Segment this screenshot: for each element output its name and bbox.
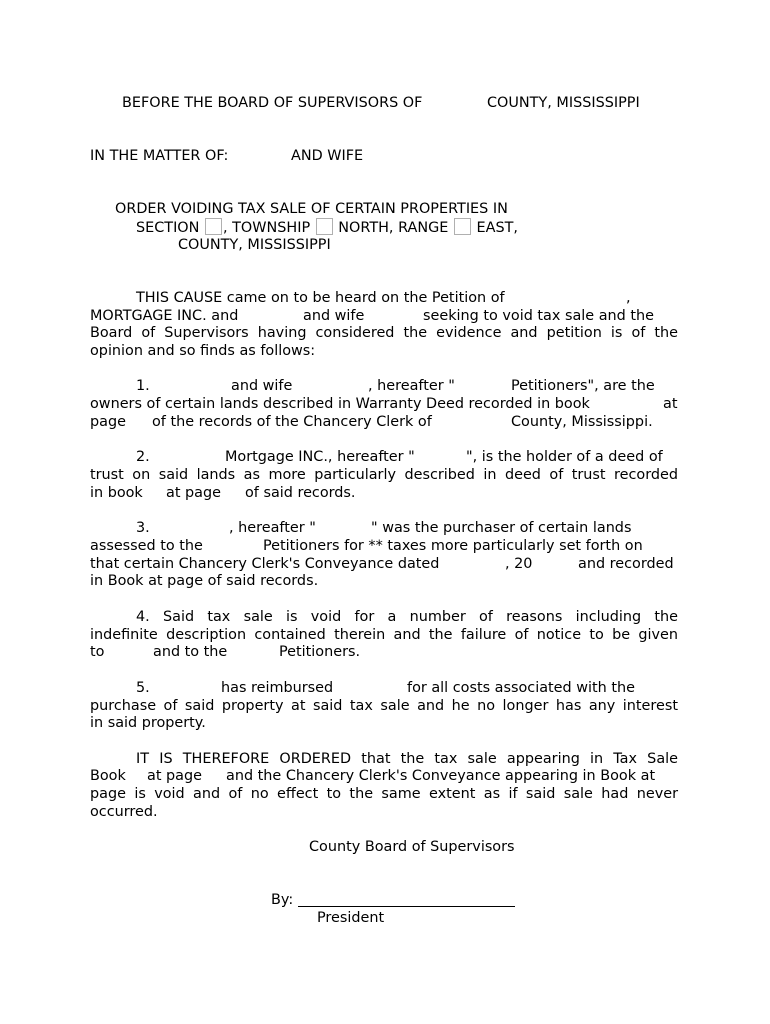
p2-number: 2. — [136, 449, 150, 465]
p4-line3-b: and to the — [153, 644, 228, 660]
p2-line3-b: at page — [166, 485, 221, 501]
p2-line2: trust on said lands as more particularly described in deed of trust recorded — [90, 467, 678, 483]
ordered-line4: occurred. — [90, 804, 158, 820]
p1-line2-a: owners of certain lands described in Warranty Deed recorded in book — [90, 396, 590, 412]
p1-and-wife: and wife — [231, 378, 293, 394]
p2-holder: ", is the holder of a deed of — [466, 449, 663, 465]
ordered-line2-b: at page — [147, 768, 202, 784]
p4-line2: indefinite description contained therein and the failure of notice to be given — [90, 627, 678, 643]
board-title-right: COUNTY, MISSISSIPPI — [487, 95, 640, 111]
p1-petitioners: Petitioners", are the — [511, 378, 655, 394]
north-range-label: NORTH, RANGE — [338, 220, 449, 236]
ordered-line1: IT IS THEREFORE ORDERED that the tax sale appearing in Tax Sale — [136, 751, 678, 767]
p3-line2-a: assessed to the — [90, 538, 203, 554]
p5-reimbursed: has reimbursed — [221, 680, 334, 696]
order-title-line2 — [136, 218, 518, 237]
p3-line4: in Book at page of said records. — [90, 573, 319, 589]
intro-line3: Board of Supervisors having considered the evidence and petition is of the — [90, 325, 678, 341]
p3-hereafter: , hereafter " — [229, 520, 316, 536]
intro-line1: THIS CAUSE came on to be heard on the Petition of — [136, 290, 505, 306]
intro-line2-b: and wife — [303, 308, 365, 324]
p3-purchaser: " was the purchaser of certain lands — [371, 520, 632, 536]
section-field[interactable] — [205, 218, 222, 235]
board-title-left: BEFORE THE BOARD OF SUPERVISORS OF — [122, 95, 423, 111]
p4-line1: 4. Said tax sale is void for a number of reasons including the — [136, 609, 678, 625]
president-label: President — [317, 910, 385, 926]
p1-line3-b: of the records of the Chancery Clerk of — [152, 414, 432, 430]
p3-line3-b: , 20 — [505, 556, 533, 572]
matter-and-wife: AND WIFE — [291, 148, 364, 164]
ordered-line2-a: Book — [90, 768, 126, 784]
p1-line3-c: County, Mississippi. — [511, 414, 653, 430]
p4-line3-a: to — [90, 644, 105, 660]
p5-costs: for all costs associated with the — [407, 680, 635, 696]
matter-label: IN THE MATTER OF: — [90, 148, 229, 164]
p2-mortgage: Mortgage INC., hereafter " — [225, 449, 415, 465]
p1-hereafter: , hereafter " — [368, 378, 455, 394]
intro-line2-c: seeking to void tax sale and the — [423, 308, 654, 324]
p1-line2-b: at — [663, 396, 678, 412]
board-signature-title: County Board of Supervisors — [309, 839, 515, 855]
order-title-line1: ORDER VOIDING TAX SALE OF CERTAIN PROPERTIES IN — [115, 201, 508, 217]
section-label: SECTION — [136, 220, 200, 236]
p5-line2: purchase of said property at said tax sale and he no longer has any interest — [90, 698, 678, 714]
by-label: By: — [271, 892, 294, 908]
p3-number: 3. — [136, 520, 150, 536]
p1-line3-a: page — [90, 414, 126, 430]
east-label: EAST, — [476, 220, 518, 236]
p5-number: 5. — [136, 680, 150, 696]
intro-line1-comma: , — [626, 290, 631, 306]
ordered-line2-c: and the Chancery Clerk's Conveyance appearing in Book at — [226, 768, 656, 784]
order-title-line3: COUNTY, MISSISSIPPI — [178, 237, 331, 253]
signature-line[interactable] — [298, 906, 515, 907]
p5-line3: in said property. — [90, 715, 206, 731]
p3-line3-a: that certain Chancery Clerk's Conveyance dated — [90, 556, 440, 572]
ordered-line3: page is void and of no effect to the same extent as if said sale had never — [90, 786, 678, 802]
range-field[interactable] — [454, 218, 471, 235]
p4-line3-c: Petitioners. — [279, 644, 361, 660]
p3-line3-c: and recorded — [578, 556, 674, 572]
township-label: , TOWNSHIP — [222, 220, 311, 236]
p2-line3-c: of said records. — [245, 485, 356, 501]
township-field[interactable] — [316, 218, 333, 235]
intro-line2-a: MORTGAGE INC. and — [90, 308, 239, 324]
p3-line2-b: Petitioners for ** taxes more particularly set forth on — [263, 538, 643, 554]
p2-line3-a: in book — [90, 485, 143, 501]
p1-number: 1. — [136, 378, 150, 394]
intro-line4: opinion and so finds as follows: — [90, 343, 316, 359]
